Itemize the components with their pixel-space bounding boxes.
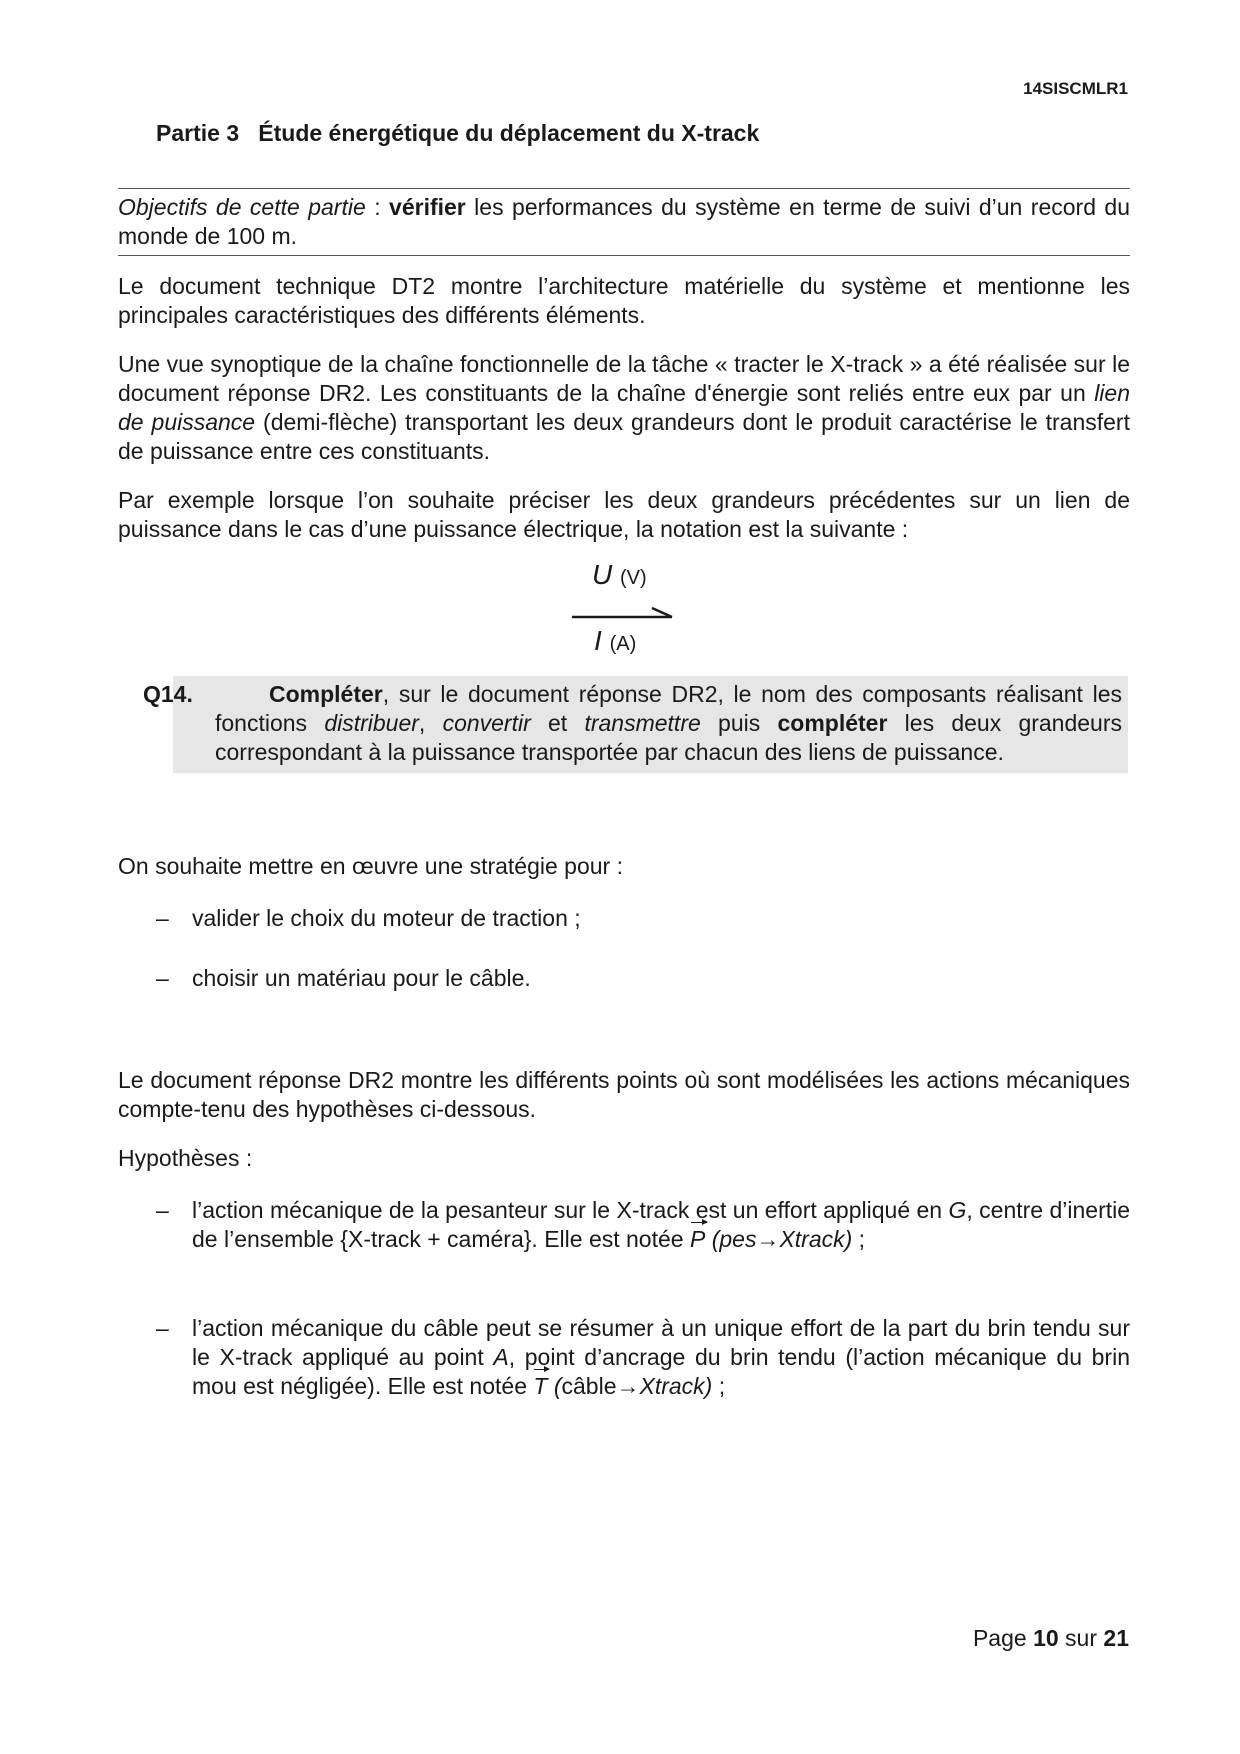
question-text (143, 680, 1123, 767)
h1-text-1: l’action mécanique de la pesanteur sur le X-track est un effort appliqué en (192, 1197, 949, 1223)
dash-icon: – (156, 965, 169, 991)
vector-t: T (533, 1373, 548, 1399)
hypothesis-gravity-text (192, 1196, 1130, 1254)
h2-text-end: ; (712, 1373, 726, 1399)
objectives-colon: : (365, 194, 390, 220)
question-verb-2: compléter (777, 710, 888, 736)
h1-text-2: , centre d’inertie de l’ensemble {X-track + caméra}. Elle est notée (192, 1197, 1131, 1252)
notation-bottom (594, 626, 636, 659)
synoptic-text-2: (demi-flèche) transportant les deux grandeurs dont le produit caractérise le transfert de puissance entre ces constituants. (118, 409, 1130, 464)
strategy-item-text: valider le choix du moteur de traction ; (192, 905, 581, 931)
hypotheses-label: Hypothèses : (118, 1145, 253, 1171)
footer-current-page: 10 (1033, 1625, 1059, 1651)
h2-text-2: , point d’ancrage du brin tendu (l’action mécanique du brin mou est négligée). Elle est notée (192, 1344, 1130, 1399)
notation-top (592, 560, 647, 593)
question-verb-1: Compléter (269, 681, 383, 707)
question-label: Q14. (143, 681, 193, 707)
objectives-box (118, 188, 1130, 256)
objectives-verb: vérifier (389, 194, 466, 220)
synoptic-italic: lien de puissance (118, 380, 1130, 435)
vector-p: P (689, 1226, 706, 1252)
h2-vector-target: →Xtrack) (616, 1373, 713, 1399)
h1-text-end: ; (852, 1226, 866, 1252)
dash-icon: – (156, 905, 169, 931)
notation-top-var: U (592, 559, 613, 590)
footer-prefix: Page (972, 1625, 1034, 1651)
question-text-4: puis (700, 710, 778, 736)
question-text-1: , sur le document réponse DR2, le nom des composants réalisant les fonctions (215, 681, 1122, 736)
paragraph-dr2: Le document réponse DR2 montre les différents points où sont modélisées les actions mécaniques compte-tenu des hypothèses ci-dessous. (118, 1067, 1130, 1122)
footer-total-pages: 21 (1103, 1625, 1129, 1651)
question-text-2: , (418, 710, 443, 736)
question-function-distribuer: distribuer (324, 710, 419, 736)
hypothesis-item-gravity (156, 1196, 1130, 1254)
document-reference: 14SISCMLR1 (1023, 79, 1128, 98)
h1-vector-subscript: (pes→Xtrack) (705, 1226, 853, 1252)
notation-top-unit: (V) (620, 567, 647, 589)
page-number (973, 1624, 1129, 1653)
synoptic-text-1: Une vue synoptique de la chaîne fonctionnelle de la tâche « tracter le X-track » a été réalisée sur le document réponse DR2. Les constituants de la chaîne d'énergie sont reliés entre eux par un (118, 351, 1130, 406)
h2-text-1: l’action mécanique du câble peut se résumer à un unique effort de la part du brin tendu sur le X-track appliqué au point (192, 1315, 1130, 1370)
hypothesis-cable-text (192, 1314, 1130, 1401)
paragraph-example: Par exemple lorsque l’on souhaite préciser les deux grandeurs précédentes sur un lien de puissance dans le cas d’une puissance électrique, la notation est la suivante : (118, 487, 1130, 542)
dash-icon: – (156, 1315, 169, 1341)
notation-bottom-unit: (A) (609, 633, 637, 655)
paragraph-synoptic (118, 350, 1130, 466)
paragraph-dt2: Le document technique DT2 montre l’architecture matérielle du système et mentionne les principales caractéristiques des différents éléments. (118, 273, 1130, 328)
power-link-notation (560, 560, 700, 670)
question-text-5: les deux grandeurs correspondant à la puissance transportée par chacun des liens de puissance. (215, 710, 1123, 765)
footer-mid: sur (1058, 1625, 1104, 1651)
question-function-transmettre: transmettre (584, 710, 701, 736)
question-function-convertir: convertir (442, 710, 531, 736)
h2-vector-cable: câble (561, 1373, 617, 1399)
strategy-item (156, 964, 1130, 993)
objectives-text: les performances du système en terme de suivi d’un record du monde de 100 m. (118, 194, 1130, 249)
dash-icon: – (156, 1197, 169, 1223)
question-q14 (143, 676, 1128, 773)
hypothesis-item-cable (156, 1314, 1130, 1401)
strategy-intro: On souhaite mettre en œuvre une stratégie pour : (118, 853, 623, 879)
strategy-item (156, 904, 1130, 933)
objectives-label: Objectifs de cette partie (118, 194, 366, 220)
notation-bottom-var: I (594, 625, 602, 656)
strategy-item-text: choisir un matériau pour le câble. (192, 965, 531, 991)
h2-point-a: A (493, 1344, 509, 1370)
h1-point-g: G (948, 1197, 967, 1223)
section-title: Partie 3 Étude énergétique du déplacement du X-track (156, 120, 760, 146)
h2-vector-open: ( (547, 1373, 562, 1399)
question-text-3: et (530, 710, 585, 736)
